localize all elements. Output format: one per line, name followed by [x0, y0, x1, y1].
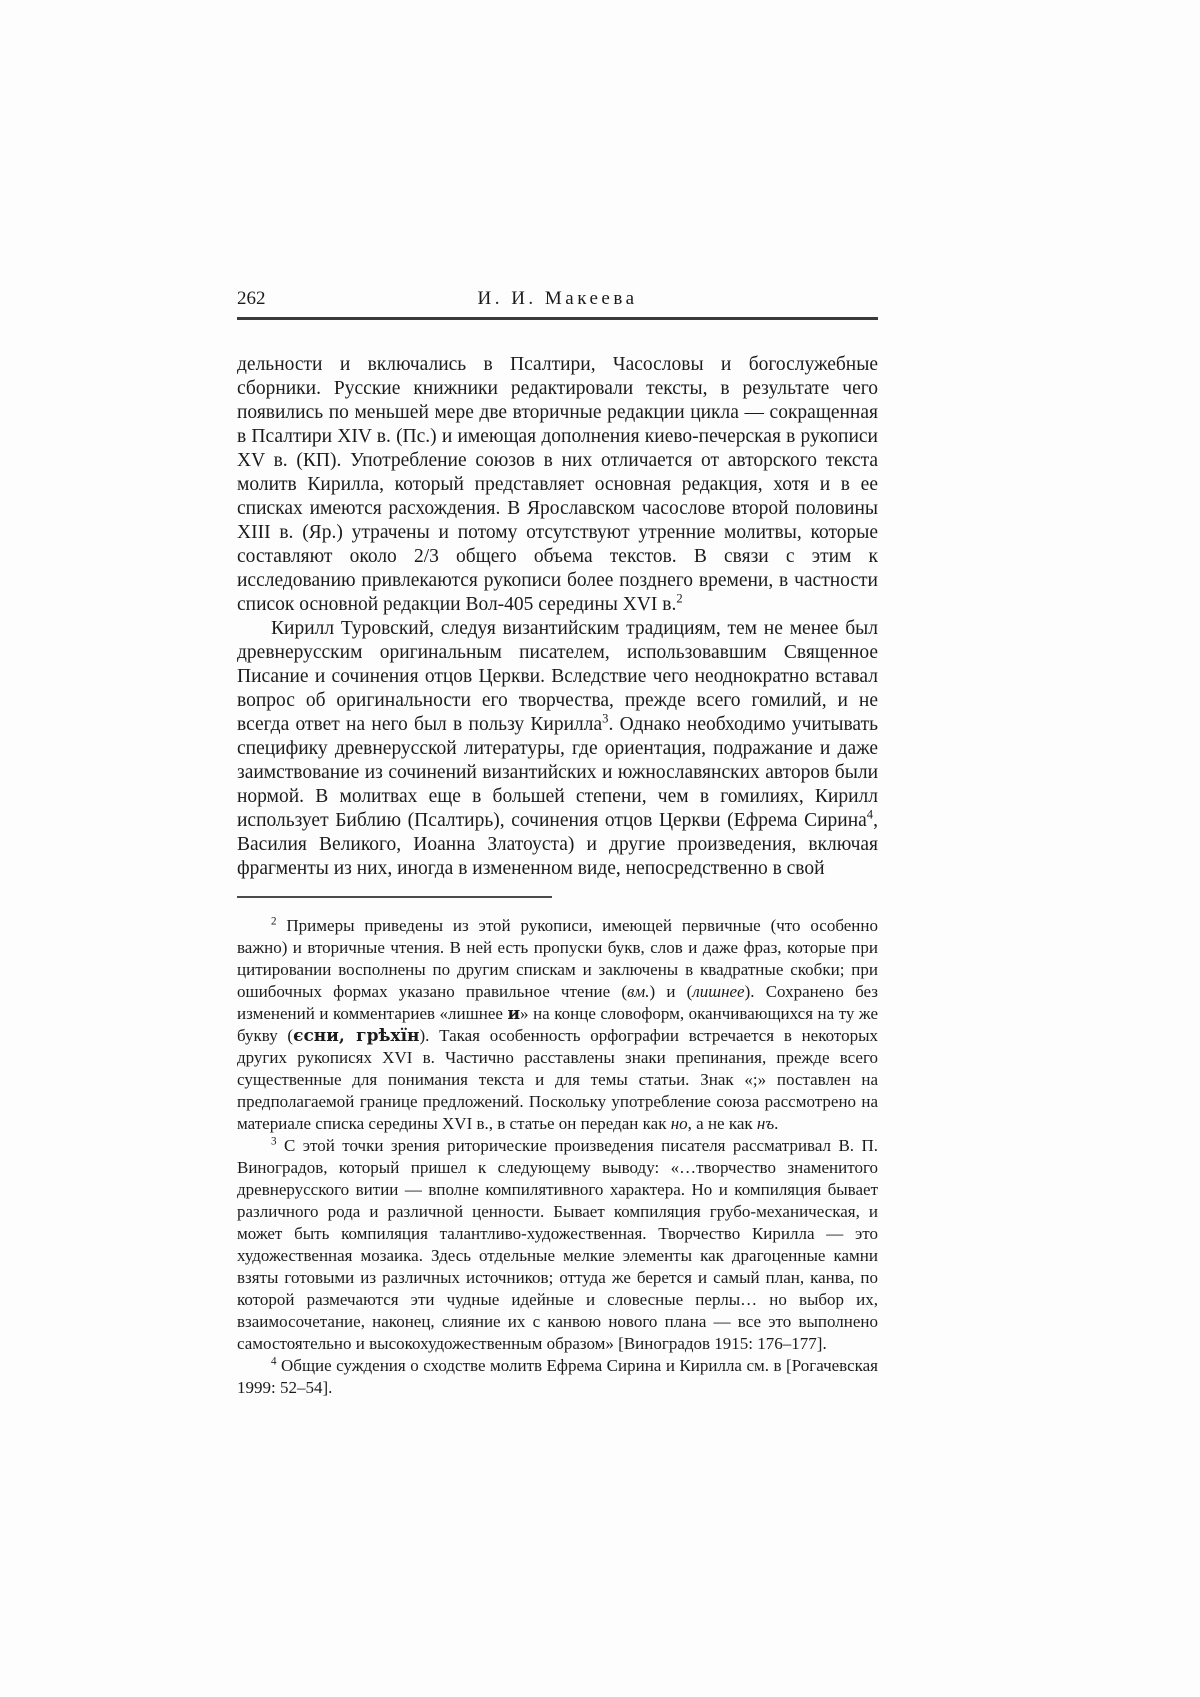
footnote-4: $^4$ Общие суждения о сходстве молитв Ефрема Сирина и Кирилла см. в [Рогачевская 1999: 52–54].	[237, 1354, 878, 1397]
text-column	[237, 288, 878, 1399]
footnote-3: $^3$ С этой точки зрения риторические произведения писателя рассматривал В. П. Виноградов, который пришел к следующему выводу: «…творчество знаменитого древнерусского витии — вполне компилятивного характера. Но и компиляция бывает различного рода и различной ценности. Бывает компиляция грубо-механическая, и может быть компиляция талантливо-художественная. Творчество Кирилла — это художественная мозаика. Здесь отдельные мелкие элементы как драгоценные камни взяты готовыми из различных источников; оттуда же берется и самый план, канва, по которой размечаются эти чудные идейные и словесные перлы… но выбор их, взаимосочетание, наконец, слияние их с канвою нового плана — все это выполнено самостоятельно и высокохудожественным образом» [Виноградов 1915: 176–177].	[237, 1134, 878, 1353]
body-text	[237, 353, 878, 881]
body-paragraph-1: дельности и включались в Псалтири, Часословы и богослужебные сборники. Русские книжники редактировали тексты, в результате чего появились по меньшей мере две вторичные редакции цикла — сокращенная в Псалтири XIV в. (Пс.) и имеющая дополнения киево-печерская в рукописи XV в. (КП). Употребление союзов в них отличается от авторского текста молитв Кирилла, который представляет основная редакция, хотя и в ее списках имеются расхождения. В Ярославском часослове второй половины XIII в. (Яр.) утрачены и потому отсутствуют утренние молитвы, которые составляют около 2/3 общего объема текстов. В связи с этим к исследованию привлекаются рукописи более позднего времени, в частности список основной редакции Вол-405 середины XVI в.$^2$	[237, 353, 878, 615]
footnotes-block	[237, 915, 878, 1399]
footnote-2: $^2$ Примеры приведены из этой рукописи, имеющей первичные (что особенно важно) и вторичные чтения. В ней есть пропуски букв, слов и даже фраз, которые при цитировании восполнены по другим спискам и заключены в квадратные скобки; при ошибочных формах указано правильное чтение (вм.) и (лишнее). Сохранено без изменений и комментариев «лишнее и» на конце словоформ, оканчивающихся на ту же букву (єсни, грѣхїн). Такая особенность орфографии встречается в некоторых других рукописях XVI в. Частично расставлены знаки препинания, прежде всего существенные для понимания текста и для темы статьи. Знак «;» поставлен на предполагаемой границе предложений. Поскольку употребление союза рассмотрено на материале списка середины XVI в., в статье он передан как но, а не как нъ.	[237, 914, 879, 1133]
page-header	[237, 288, 878, 312]
page-number: 262	[237, 288, 266, 309]
header-rule	[237, 317, 878, 320]
running-title: И. И. Макеева	[477, 288, 638, 309]
body-paragraph-2: Кирилл Туровский, следуя византийским традициям, тем не менее был древнерусским оригинальным писателем, использовавшим Священное Писание и сочинения отцов Церкви. Вследствие чего неоднократно вставал вопрос об оригинальности его творчества, прежде всего гомилий, и не всегда ответ на него был в пользу Кирилла$^3$. Однако необходимо учитывать специфику древнерусской литературы, где ориентация, подражание и даже заимствование из сочинений византийских и южнославянских авторов были нормой. В молитвах еще в большей степени, чем в гомилиях, Кирилл использует Библию (Псалтирь), сочинения отцов Церкви (Ефрема Сирина$^4$, Василия Великого, Иоанна Златоуста) и другие произведения, включая фрагменты из них, иногда в измененном виде, непосредственно в свой	[237, 617, 878, 879]
footnote-rule	[237, 896, 552, 898]
